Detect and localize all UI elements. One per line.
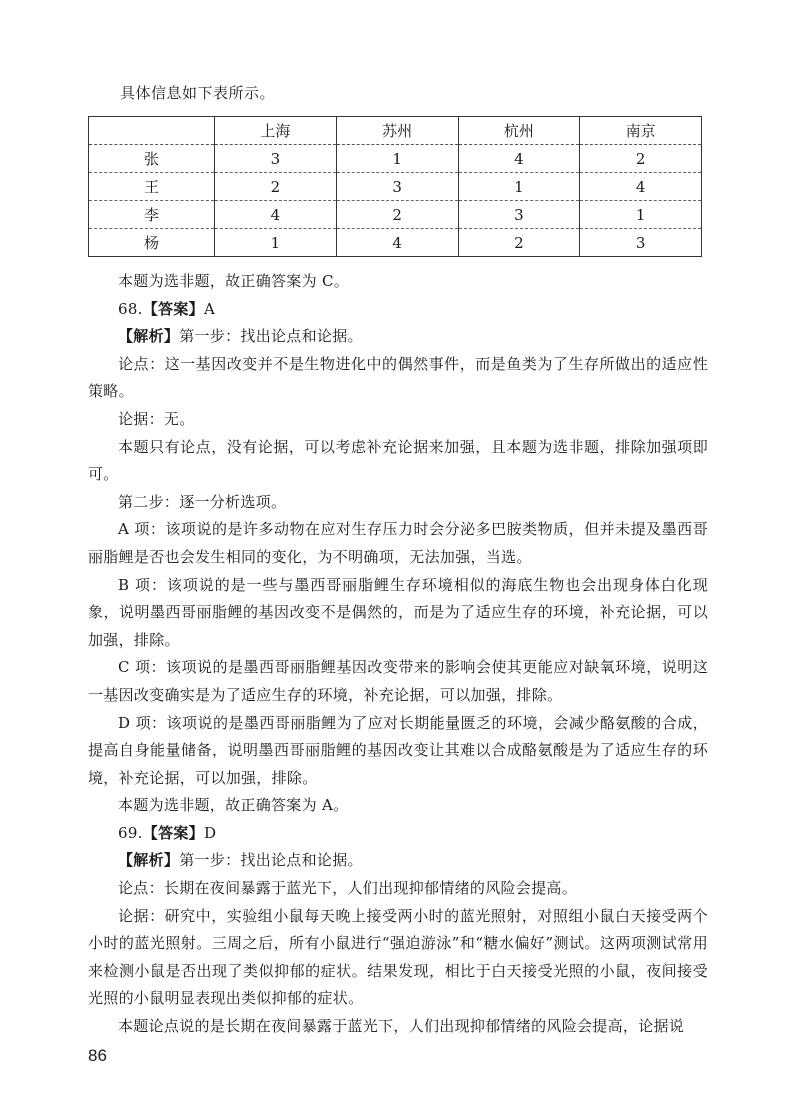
answer-tag: 【答案】 (142, 823, 204, 842)
table-cell: 3 (336, 173, 458, 201)
analysis-tag: 【解析】 (118, 851, 180, 870)
argument-paragraph: 论点：长期在夜间暴露于蓝光下，人们出现抑郁情绪的风险会提高。 (118, 879, 578, 898)
body-text (88, 268, 708, 1041)
answer-letter: A (203, 299, 216, 318)
table-cell: 3 (458, 201, 580, 229)
table-cell: 2 (580, 145, 702, 173)
evidence-paragraph: 论据：无。 (118, 409, 195, 428)
table-row (89, 201, 702, 229)
argument-paragraph: 论点：这一基因改变并不是生物进化中的偶然事件，而是鱼类为了生存所做出的适应性策略。 (88, 354, 708, 401)
answer-heading-68 (88, 296, 708, 324)
answer-tag: 【答案】 (142, 299, 204, 318)
analysis-paragraph: 【解析】第一步：找出论点和论据。 (118, 327, 363, 346)
option-d-paragraph: D 项：该项说的是墨西哥丽脂鲤为了应对长期能量匮乏的环境，会减少酪氨酸的合成，提高自身能量储备，说明墨西哥丽脂鲤的基因改变让其难以合成酪氨酸是为了适应生存的环境，补充论据，可以加强，排除。 (88, 713, 708, 787)
table-row (89, 173, 702, 201)
info-table (88, 116, 702, 257)
table-row-header: 杨 (89, 229, 215, 257)
page-number: 86 (88, 1046, 107, 1065)
table-row-header: 张 (89, 145, 215, 173)
table-row-header: 王 (89, 173, 215, 201)
question-number: 68. (118, 299, 143, 318)
table-cell: 2 (458, 229, 580, 257)
conclusion-paragraph: 本题为选非题，故正确答案为 A。 (118, 796, 349, 815)
analysis-paragraph: 本题论点说的是长期在夜间暴露于蓝光下，人们出现抑郁情绪的风险会提高，论据说 (118, 1017, 685, 1036)
table-header-cell: 南京 (580, 117, 702, 145)
analysis-paragraph: 本题只有论点，没有论据，可以考虑补充论据来加强，且本题为选非题，排除加强项即可。 (88, 437, 708, 484)
table-header-cell: 苏州 (336, 117, 458, 145)
option-b-paragraph: B 项：该项说的是一些与墨西哥丽脂鲤生存环境相似的海底生物也会出现身体白化现象，说明墨西哥丽脂鲤的基因改变不是偶然的，而是为了适应生存的环境，补充论据，可以加强，排除。 (88, 575, 708, 649)
table-cell: 1 (215, 229, 337, 257)
option-c-paragraph: C 项：该项说的是墨西哥丽脂鲤基因改变带来的影响会使其更能应对缺氧环境，说明这一基因改变确实是为了适应生存的环境，补充论据，可以加强，排除。 (88, 658, 708, 704)
table-cell: 2 (215, 173, 337, 201)
table-cell: 4 (458, 145, 580, 173)
table-cell: 1 (336, 145, 458, 173)
table-header-cell: 杭州 (458, 117, 580, 145)
table-cell: 4 (336, 229, 458, 257)
analysis-paragraph: 【解析】第一步：找出论点和论据。 (118, 851, 363, 870)
table-row-header: 李 (89, 201, 215, 229)
analysis-tag: 【解析】 (118, 327, 180, 346)
table-header-row (89, 117, 702, 145)
evidence-paragraph: 论据：研究中，实验组小鼠每天晚上接受两小时的蓝光照射，对照组小鼠白天接受两个小时的蓝光照射。三周之后，所有小鼠进行“强迫游泳”和“糖水偏好”测试。这两项测试常用来检测小鼠是否出现了类似抑郁的症状。结果发现，相比于白天接受光照的小鼠，夜间接受光照的小鼠明显表现出类似抑郁的症状。 (88, 906, 708, 1008)
intro-line: 具体信息如下表所示。 (120, 84, 276, 102)
answer-heading-69 (88, 820, 708, 848)
table-row (89, 145, 702, 173)
table-cell: 3 (215, 145, 337, 173)
question-number: 69. (118, 823, 143, 842)
table-cell: 2 (336, 201, 458, 229)
conclusion-paragraph: 本题为选非题，故正确答案为 C。 (118, 272, 350, 290)
table-header-cell: 上海 (215, 117, 337, 145)
table-cell: 4 (215, 201, 337, 229)
table-header-corner (89, 117, 215, 145)
option-a-paragraph: A 项：该项说的是许多动物在应对生存压力时会分泌多巴胺类物质，但并未提及墨西哥丽脂鲤是否也会发生相同的变化，为不明确项，无法加强，当选。 (88, 520, 708, 566)
table-row (89, 229, 702, 257)
table-cell: 4 (580, 173, 702, 201)
answer-letter: D (203, 823, 217, 842)
step-paragraph: 第二步：逐一分析选项。 (118, 492, 287, 511)
table-cell: 3 (580, 229, 702, 257)
table-cell: 1 (580, 201, 702, 229)
table-cell: 1 (458, 173, 580, 201)
